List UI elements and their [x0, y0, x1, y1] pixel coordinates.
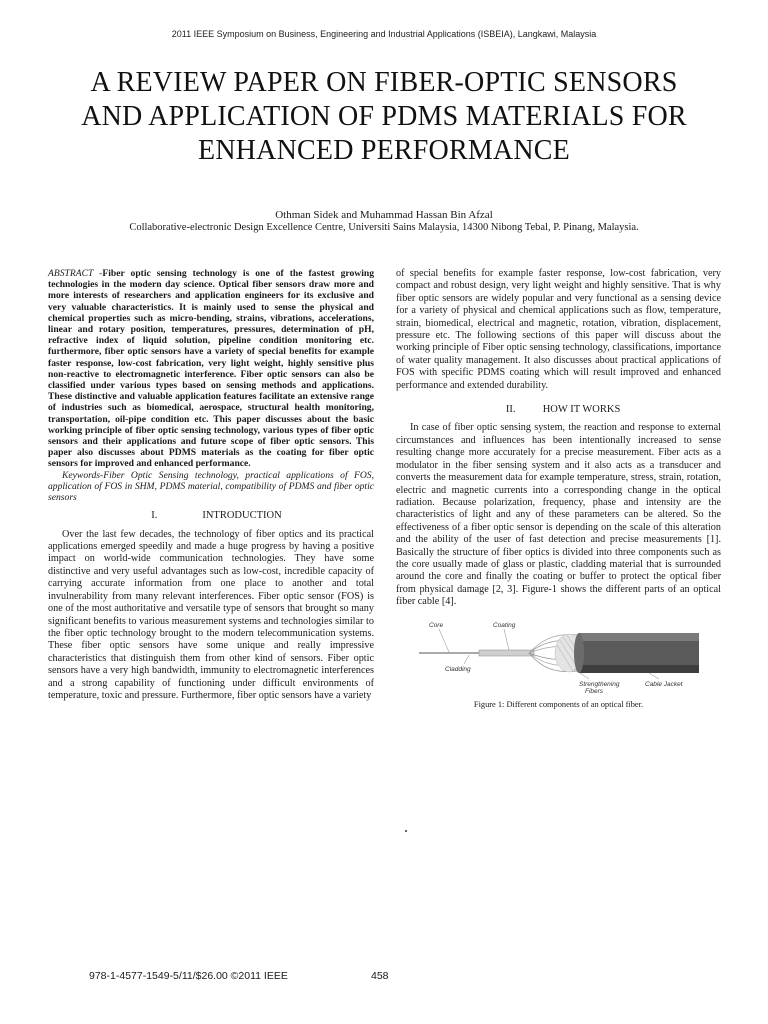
introduction-paragraph: Over the last few decades, the technology of fiber optics and its practical applications emerged speedily and made a huge progress by having a positive impact on world-wide communication technologies. They have some distinctive and very useful advantages such as low-cost, incredible capacity of carrying accurate information from one place to another and total invulnerability from many relevant interferences. Fiber optic sensor (FOS) is one of the most authoritative and versatile type of sensors that brought so many significant benefits to various measurement systems and technologies similar to the fiber optic technology brought to the modern telecommunication systems. These fiber optic sensors have some unique and really impressive characteristics that distinguish them from other kind of sensors. Fiber optic sensors have a very high bandwidth, immunity to electromagnetic interferences and a strong capability of functioning under difficult environments of temperature, toxic and pressure. Furthermore, fiber optic sensors have a variety: [48, 528, 374, 701]
keywords: Keywords-Fiber Optic Sensing technology, practical applications of FOS, application of FOS in SHM, PDMS material, compatibility of PDMS and fiber optic sensors: [48, 469, 374, 504]
section-title: HOW IT WORKS: [542, 404, 621, 416]
section-title: INTRODUCTION: [202, 510, 282, 522]
section-number: I.: [151, 510, 158, 522]
abstract-text: Fiber optic sensing technology is one of the fastest growing technologies in the modern day science. Optical fiber sensors draw more and more interests of researchers and application engineers for its exclusive and very valuable characteristics. It is mainly used to sense the physical and chemical properties such as micro-bending, strains, vibrations, accelerations, linear and rotary position, temperatures, pressures, determination of pH, refractive index of liquid solution, pipeline condition monitoring etc. furthermore, fiber optic sensors have a variety of special benefits for example faster response, low-cost fabrication, very light weight, highly sensitive plus non-reactive to electromagnetic interference. Fiber optic sensors can also be classified under various types based on sensing methods and applications. These distinctive and valuable application features facilitate an extensive range of industries such as biomedical, aerospace, structural health monitoring, transportation, oil-pipe condition etc. This paper discusses about the basic working principle of fiber optic sensing technology, various types of fiber optic sensors and their applications and future scope of fiber optic sensors. This paper also discusses about PDMS materials as the coating for fiber optic sensors for improved and enhanced performance.: [48, 268, 375, 470]
label-fibers: Fibers: [584, 687, 603, 695]
paper-affiliation: Collaborative-electronic Design Excellence Centre, Universiti Sains Malaysia, 14300 Nibong Tebal, P. Pinang, Malaysia.: [129, 222, 639, 233]
abstract-label: ABSTRACT -: [48, 268, 103, 279]
label-cladding: Cladding: [444, 665, 471, 673]
section-heading-introduction: [48, 510, 374, 522]
optical-fiber-cable-diagram: [409, 619, 709, 697]
section-number: II.: [505, 404, 516, 416]
stray-mark: [405, 830, 407, 832]
left-column: [48, 268, 374, 702]
figure-caption: Figure 1: Different components of an optical fiber.: [473, 699, 644, 709]
label-cable-jacket: Cable Jacket: [644, 680, 683, 688]
introduction-continued-paragraph: of special benefits for example faster response, low-cost fabrication, very compact and robust design, very light weight and highly sensitive. That is why fiber optic sensors are widely popular and very functional as a sensing device for a variety of physical and chemical applications such as flow, temperature, strain, biomedical, electrical and magnetic, rotation, vibration, displacement, pressure etc. The following sections of this paper will discuss about the working principle of Fiber optic sensing technology, classifications, importance of water quality management. It also discusses about practical applications of FOS with specific PDMS coating which will result improved and enhanced performance and extended durability.: [396, 268, 721, 391]
coating-segment: [479, 650, 534, 656]
cable-jacket: [574, 633, 699, 673]
how-it-works-paragraph: In case of fiber optic sensing system, the reaction and response to external circumstances and influences has been intentionally increased to sense resulting change more accurately for a precise measurement. Fiber acts as a modulator in the fiber sensing system and it also acts as a transducer and converts the measurement data for example temperature, stress, strain, rotation, electric and magnetic currents into a corresponding change in the optical radiation. Because polarization, frequency, phase and intensity are the characteristics of light and any of these parameters can be altered. So the effectiveness of a fiber optic sensor is depending on the scale of this alteration and the ability of the user of fast detection and precise measurements [1]. Basically the structure of fiber optics is divided into three components such as the core usually made of glass or plastic, cladding material that is surrounded around the core and finally the coating or buffer to protect the optical fiber from physical damage [2, 3]. Figure-1 shows the different parts of an optical fiber cable [4].: [396, 422, 721, 608]
abstract: [48, 268, 374, 470]
paper-authors: Othman Sidek and Muhammad Hassan Bin Afzal: [275, 209, 493, 221]
label-core: Core: [428, 621, 443, 629]
figure-optical-fiber: [396, 619, 721, 711]
page-number: 458: [371, 970, 389, 982]
footer-isbn: 978-1-4577-1549-5/11/$26.00 ©2011 IEEE: [89, 970, 288, 982]
section-heading-how-it-works: [396, 404, 721, 416]
right-column: [396, 268, 721, 711]
label-coating: Coating: [492, 621, 515, 629]
conference-header: 2011 IEEE Symposium on Business, Engineering and Industrial Applications (ISBEIA), Langkawi, Malaysia: [171, 29, 597, 39]
paper-title: A REVIEW PAPER ON FIBER-OPTIC SENSORS AND APPLICATION OF PDMS MATERIALS FOR ENHANCED PERFORMANCE: [81, 67, 687, 166]
label-strengthening: Strengthening: [578, 680, 619, 688]
